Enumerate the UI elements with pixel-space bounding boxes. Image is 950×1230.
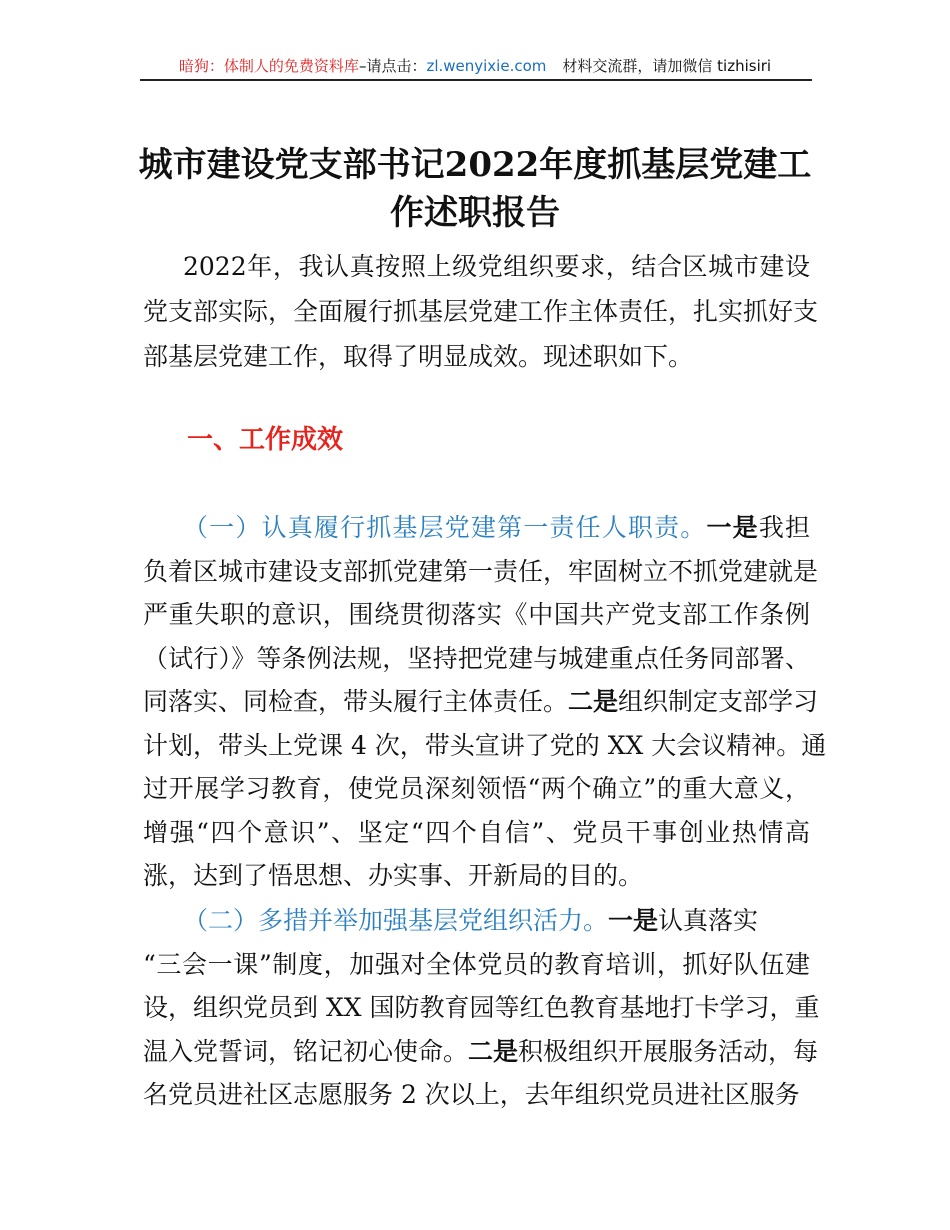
promo-click-prompt: –请点击： — [358, 57, 427, 75]
header-divider — [140, 79, 812, 81]
text-line — [143, 637, 810, 681]
section-heading: 一、工作成效 — [187, 425, 344, 455]
body-paragraph-2 — [143, 899, 820, 1117]
text-line — [143, 1030, 819, 1074]
emphasis-text: 一是 — [706, 513, 759, 542]
text-line — [143, 943, 810, 987]
text-line — [143, 289, 819, 334]
body-text: （试行）》等条例法规，坚持把党建与城建重点任务同部署、 — [143, 643, 810, 673]
text-line — [143, 1073, 810, 1117]
body-text: 认真落实 — [658, 906, 759, 935]
document-title-line-2: 作述职报告 — [390, 193, 560, 233]
body-text: 名党员进社区志愿服务 2 次以上，去年组织党员进社区服务 — [143, 1080, 800, 1109]
body-text: 同落实、同检查，带头履行主体责任。 — [143, 687, 569, 716]
body-text: 积极组织开展服务活动，每 — [518, 1036, 819, 1066]
promo-text: 暗狗：体制人的免费资料库 — [178, 57, 359, 75]
body-text: 涨，达到了悟思想、办实事、开新局的目的。 — [143, 861, 644, 890]
body-text: 计划，带头上党课 4 次，带头宣讲了党的 XX 大会议精神。通 — [143, 730, 827, 760]
body-text: 党支部实际，全面履行抓基层党建工作主体责任，扎实抓好支 — [143, 297, 819, 326]
text-line — [143, 680, 819, 724]
promo-wechat: 材料交流群，请加微信 tizhisiri — [562, 57, 772, 75]
body-text: 严重失职的意识，围绕贯彻落实《中国共产党支部工作条例 — [143, 600, 810, 629]
body-text: 2022年，我认真按照上级党组织要求，结合区城市建设 — [183, 252, 810, 281]
text-line — [143, 244, 810, 289]
text-line — [143, 593, 810, 637]
body-text: 温入党誓词，铭记初心使命。 — [143, 1036, 469, 1066]
text-line — [143, 986, 820, 1030]
promo-link[interactable]: zl.wenyixie.com — [426, 57, 547, 75]
body-text: “三会一课”制度，加强对全体党员的教育培训，抓好队伍建 — [143, 949, 810, 979]
text-line — [143, 899, 810, 943]
text-line — [143, 767, 810, 811]
text-line — [143, 550, 819, 594]
promo-header — [100, 56, 850, 76]
body-text: 增强“四个意识”、坚定“四个自信”、党员干事创业热情高 — [143, 817, 810, 847]
emphasis-text: 二是 — [468, 1036, 519, 1066]
body-text: 组织制定支部学习 — [618, 687, 819, 716]
subheading-text: （二）多措并举加强基层党组织活力。 — [183, 906, 609, 935]
emphasis-text: 二是 — [568, 687, 619, 716]
body-text: 过开展学习教育，使党员深刻领悟“两个确立”的重大意义， — [143, 774, 810, 803]
text-line — [143, 724, 827, 768]
text-line — [143, 811, 810, 855]
text-line — [143, 506, 810, 550]
text-line — [143, 334, 810, 379]
document-title-line-1: 城市建设党支部书记2022年度抓基层党建工 — [138, 145, 812, 185]
text-line — [143, 854, 810, 898]
subheading-text: （一）认真履行抓基层党建第一责任人职责。 — [183, 513, 707, 542]
body-paragraph-1 — [143, 506, 827, 898]
body-text: 我担 — [758, 513, 810, 542]
body-text: 设，组织党员到 XX 国防教育园等红色教育基地打卡学习，重 — [143, 993, 820, 1022]
emphasis-text: 一是 — [608, 906, 659, 935]
body-text: 负着区城市建设支部抓党建第一责任，牢固树立不抓党建就是 — [143, 556, 819, 586]
intro-paragraph — [143, 244, 819, 379]
body-text: 部基层党建工作，取得了明显成效。现述职如下。 — [143, 342, 694, 371]
